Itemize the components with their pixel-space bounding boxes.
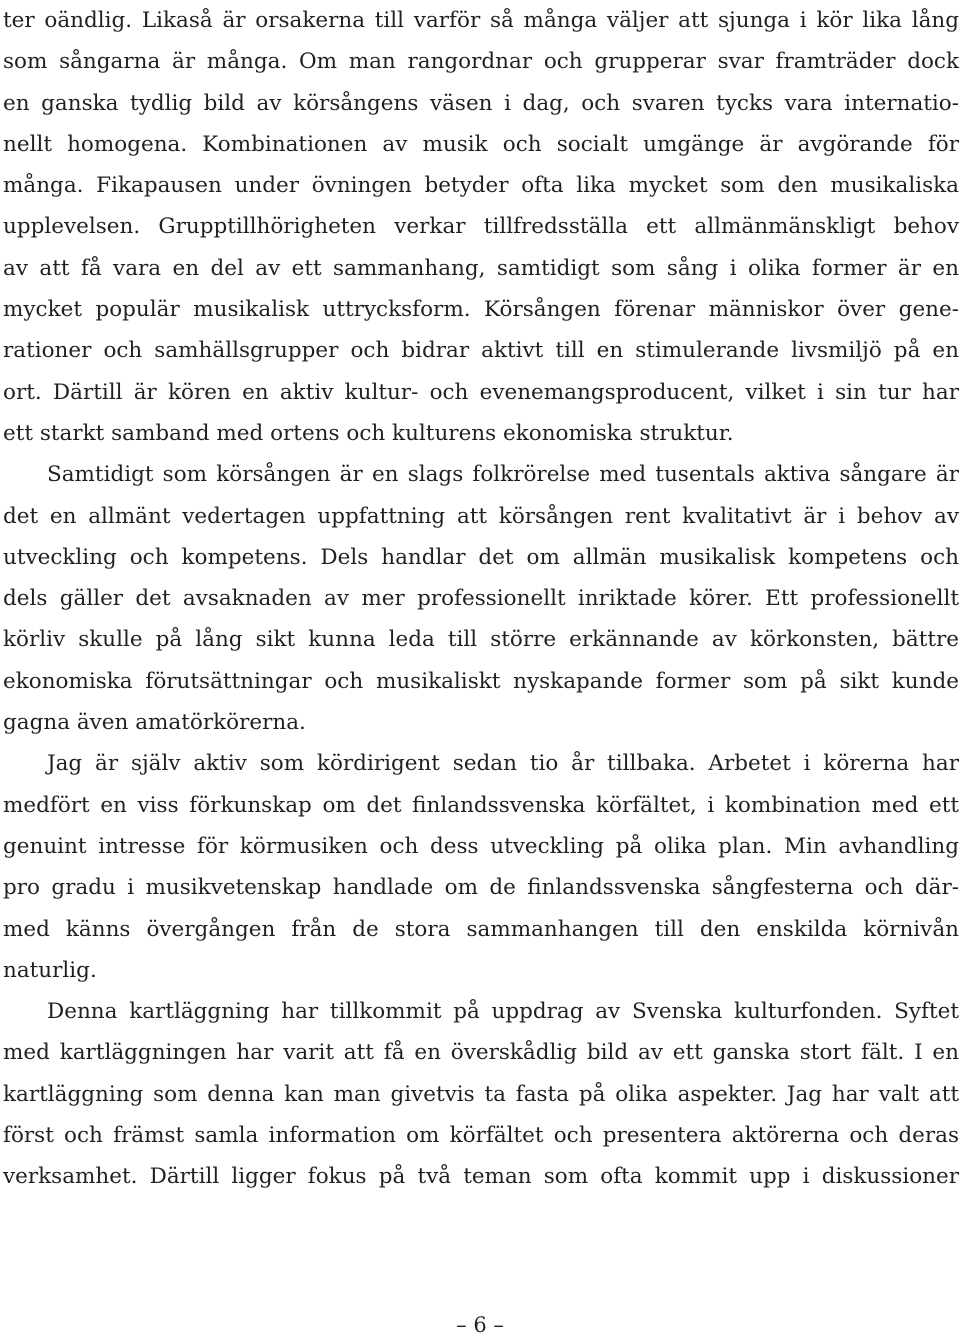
text-line: kartläggning som denna kan man givetvis ta fasta på olika aspekter. Jag har valt att xyxy=(3,1081,959,1107)
text-line: det en allmänt vedertagen uppfattning att körsången rent kvalitativt är i behov av xyxy=(3,503,959,529)
text-line: först och främst samla information om körfältet och presentera aktörerna och deras xyxy=(3,1123,959,1149)
text-line: med kartläggningen har varit att få en överskådlig bild av ett ganska stort fält. I en xyxy=(3,1040,959,1066)
text-line: ett starkt samband med ortens och kulturens ekonomiska struktur. xyxy=(3,420,734,446)
text-line: upplevelsen. Grupptillhörigheten verkar tillfredsställa ett allmänmänskligt behov xyxy=(3,214,959,240)
body-text xyxy=(3,0,959,1198)
paragraph xyxy=(3,743,959,991)
text-line: av att få vara en del av ett sammanhang, samtidigt som sång i olika former är en xyxy=(3,255,959,281)
text-line: medfört en viss förkunskap om det finlandssvenska körfältet, i kombination med ett xyxy=(3,792,959,818)
text-line: gagna även amatörkörerna. xyxy=(3,710,306,736)
text-line: en ganska tydlig bild av körsångens väsen i dag, och svaren tycks vara internatio- xyxy=(3,90,959,116)
text-line: naturlig. xyxy=(3,957,97,983)
text-line: utveckling och kompetens. Dels handlar det om allmän musikalisk kompetens och xyxy=(3,544,959,570)
text-line: körliv skulle på lång sikt kunna leda till större erkännande av körkonsten, bättre xyxy=(3,627,959,653)
text-line: med känns övergången från de stora sammanhangen till den enskilda körnivån xyxy=(3,916,959,942)
paragraph xyxy=(3,454,959,743)
text-line: ter oändlig. Likaså är orsakerna till varför så många väljer att sjunga i kör lika lång xyxy=(3,8,959,33)
text-line: pro gradu i musikvetenskap handlade om de finlandssvenska sångfesterna och där- xyxy=(3,875,959,901)
text-line: nellt homogena. Kombinationen av musik och socialt umgänge är avgörande för xyxy=(3,131,959,157)
text-line: Denna kartläggning har tillkommit på uppdrag av Svenska kulturfonden. Syftet xyxy=(47,999,959,1025)
text-line: rationer och samhällsgrupper och bidrar aktivt till en stimulerande livsmiljö på en xyxy=(3,338,959,364)
text-line: Samtidigt som körsången är en slags folkrörelse med tusentals aktiva sångare är xyxy=(47,462,959,488)
page-number: – 6 – xyxy=(456,1313,504,1337)
paragraph xyxy=(3,991,959,1197)
text-line: verksamhet. Därtill ligger fokus på två teman som ofta kommit upp i diskussioner xyxy=(3,1164,959,1190)
paragraph xyxy=(3,0,959,454)
text-line: genuint intresse för körmusiken och dess utveckling på olika plan. Min avhandling xyxy=(3,833,959,859)
text-line: dels gäller det avsaknaden av mer professionellt inriktade körer. Ett professionellt xyxy=(3,586,959,612)
text-line: ort. Därtill är kören en aktiv kultur- och evenemangsproducent, vilket i sin tur har xyxy=(3,379,959,405)
text-line: mycket populär musikalisk uttrycksform. Körsången förenar människor över gene- xyxy=(3,297,959,323)
text-line: ekonomiska förutsättningar och musikaliskt nyskapande former som på sikt kunde xyxy=(3,668,959,694)
text-line: många. Fikapausen under övningen betyder ofta lika mycket som den musikaliska xyxy=(3,173,959,199)
text-line: som sångarna är många. Om man rangordnar och grupperar svar framträder dock xyxy=(3,49,959,75)
text-line: Jag är själv aktiv som kördirigent sedan tio år tillbaka. Arbetet i körerna har xyxy=(47,751,959,777)
